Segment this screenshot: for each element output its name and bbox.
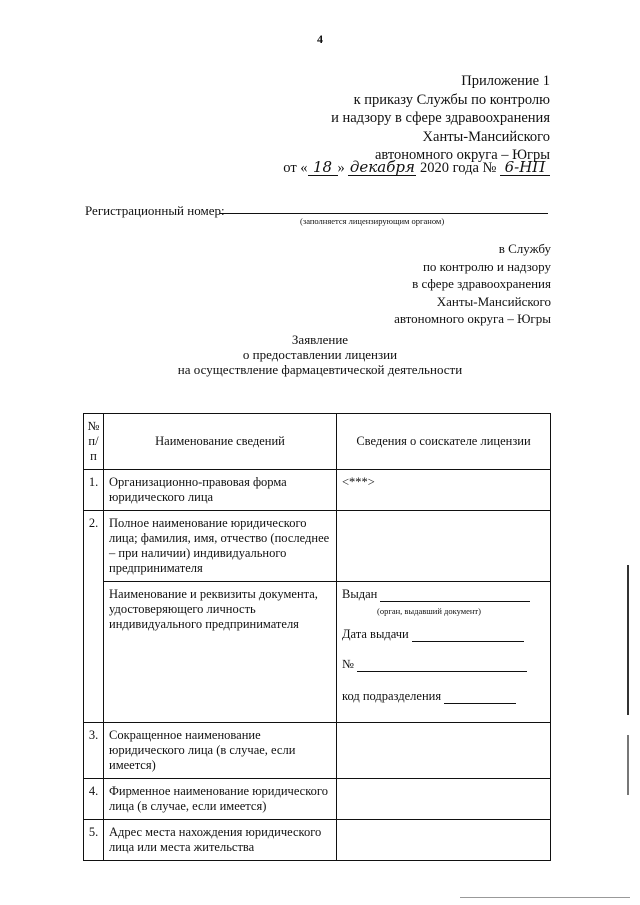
row-number: 3. — [84, 723, 104, 779]
title-line: на осуществление фармацевтической деятельности — [177, 362, 463, 377]
row-field-name: Адрес места нахождения юридического лица или места жительства — [104, 820, 337, 861]
row-number: 1. — [84, 470, 104, 511]
doc-number-label: № — [342, 657, 354, 671]
issue-date-field[interactable] — [342, 627, 524, 642]
page-number: 4 — [317, 32, 323, 46]
registration-number-field[interactable] — [220, 213, 548, 214]
registration-note: (заполняется лицензирующим органом) — [300, 216, 445, 226]
row-value[interactable] — [337, 820, 551, 861]
identity-document-fields — [337, 582, 551, 723]
row-value[interactable]: <***> — [337, 470, 551, 511]
row-number: 2. — [84, 511, 104, 723]
doc-number-line — [357, 659, 527, 672]
title-line: о предоставлении лицензии — [242, 347, 398, 362]
row-value[interactable] — [337, 779, 551, 820]
header-field-name: Наименование сведений — [104, 414, 337, 470]
scan-edge-mark — [627, 565, 629, 715]
row-field-name: Организационно-правовая форма юридического лица — [104, 470, 337, 511]
addressee-line: по контролю и надзору — [422, 258, 551, 274]
scan-bottom-mark — [460, 897, 630, 898]
row-number: 4. — [84, 779, 104, 820]
order-number: 6-НП — [500, 160, 550, 176]
appendix-line: к приказу Службы по контролю — [353, 91, 550, 108]
appendix-line: автономного округа – Югры — [374, 147, 550, 163]
table-header-row — [84, 414, 551, 470]
scan-edge-mark — [627, 735, 629, 795]
division-code-field[interactable] — [342, 689, 516, 704]
order-sep: » — [337, 160, 345, 176]
table-row — [84, 723, 551, 779]
addressee-line: в Службу — [498, 241, 551, 256]
order-day: 18 — [308, 160, 338, 176]
addressee-line: Ханты-Мансийского — [436, 293, 551, 309]
table-row — [84, 582, 551, 723]
issue-date-label: Дата выдачи — [342, 627, 409, 641]
header-number: № п/п — [84, 414, 104, 470]
issued-field[interactable] — [342, 587, 530, 602]
document-title — [0, 332, 640, 377]
order-prefix: от « — [283, 160, 308, 176]
table-row — [84, 779, 551, 820]
table-row — [84, 470, 551, 511]
row-field-name: Полное наименование юридического лица; фамилия, имя, отчество (последнее – при наличии) индивидуального предпринимателя — [104, 511, 337, 582]
table-row — [84, 511, 551, 582]
addressee-block — [394, 240, 551, 328]
issue-date-line — [412, 629, 524, 642]
appendix-line: Приложение 1 — [461, 73, 550, 89]
row-value[interactable] — [337, 723, 551, 779]
title-line: Заявление — [291, 332, 349, 347]
order-date-line — [283, 160, 550, 177]
application-table — [83, 413, 551, 861]
table-row — [84, 820, 551, 861]
row-number: 5. — [84, 820, 104, 861]
row-field-name: Наименование и реквизиты документа, удостоверяющего личность индивидуального предпринимателя — [104, 582, 337, 723]
order-month: декабря — [349, 158, 415, 176]
order-year: 2020 года № — [420, 160, 497, 176]
doc-number-field[interactable] — [342, 657, 527, 672]
appendix-line: и надзору в сфере здравоохранения — [331, 110, 550, 126]
issued-line — [380, 589, 530, 602]
appendix-line: Ханты-Мансийского — [422, 128, 550, 145]
appendix-header — [331, 72, 550, 165]
registration-label: Регистрационный номер: — [85, 203, 225, 218]
issued-label: Выдан — [342, 587, 378, 601]
row-value[interactable] — [337, 511, 551, 582]
row-field-name: Сокращенное наименование юридического лица (в случае, если имеется) — [104, 723, 337, 779]
row-field-name: Фирменное наименование юридического лица (в случае, если имеется) — [104, 779, 337, 820]
issued-note: (орган, выдавший документ) — [377, 606, 481, 616]
division-code-label: код подразделения — [342, 689, 442, 703]
division-code-line — [444, 691, 516, 704]
addressee-line: в сфере здравоохранения — [412, 276, 551, 291]
addressee-line: автономного округа – Югры — [394, 311, 551, 326]
header-applicant-info: Сведения о соискателе лицензии — [337, 414, 551, 470]
